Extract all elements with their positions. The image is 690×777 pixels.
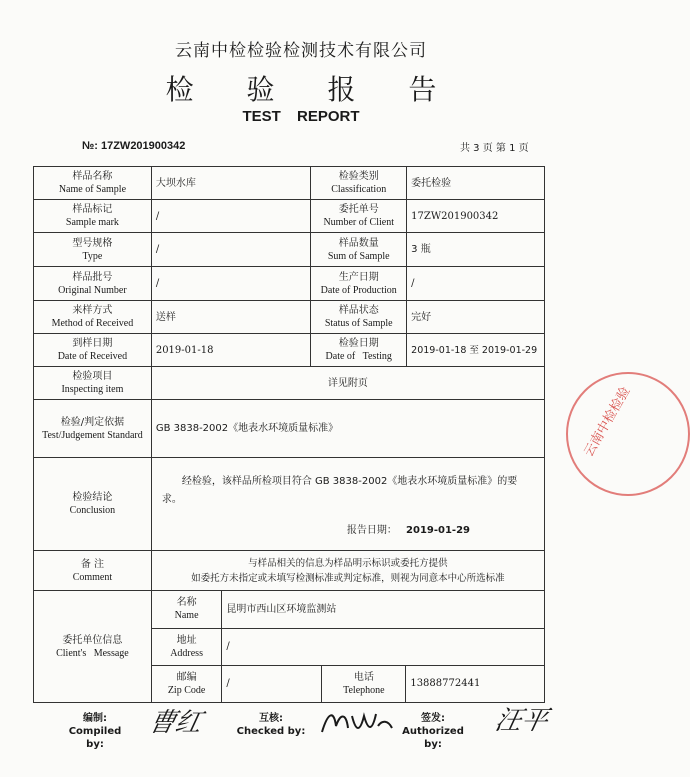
row-type: [34, 233, 545, 267]
value-inspecting-item: 详见附页: [151, 367, 544, 400]
page-info: 共 3 页 第 1 页: [460, 143, 529, 154]
value-sample-mark: /: [151, 200, 310, 233]
row-inspecting-item: [34, 367, 545, 400]
value-original-number: /: [151, 267, 310, 301]
label-client-number: 委托单号 Number of Client: [311, 200, 407, 233]
label-client-zip: 邮编 Zip Code: [152, 665, 222, 702]
label-original-number: 样品批号 Original Number: [34, 267, 152, 301]
report-table: [33, 166, 545, 703]
conclusion-cell: [151, 458, 544, 551]
label-method-received: 来样方式 Method of Received: [34, 301, 152, 334]
label-type: 型号规格 Type: [34, 233, 152, 267]
label-date-received: 到样日期 Date of Received: [34, 334, 152, 367]
value-client-number: 17ZW201900342: [407, 200, 545, 233]
label-sample-name: 样品名称 Name of Sample: [34, 167, 152, 200]
row-client-info: [34, 591, 545, 703]
value-type: /: [151, 233, 310, 267]
value-standard: GB 3838-2002《地表水环境质量标准》: [151, 400, 544, 458]
report-number: №: 17ZW201900342: [82, 140, 186, 152]
row-date-received: [34, 334, 545, 367]
comment-line-2: 如委托方未指定或未填写检测标准或判定标准，则视为同意本中心所选标准: [191, 572, 505, 584]
label-date-testing: 检验日期 Date of Testing: [311, 334, 407, 367]
client-info-cell: [151, 591, 544, 703]
label-standard: 检验/判定依据 Test/Judgement Standard: [34, 400, 152, 458]
label-status-sample: 样品状态 Status of Sample: [311, 301, 407, 334]
report-date-value: 2019-01-29: [406, 524, 470, 536]
row-conclusion: [34, 458, 545, 551]
value-date-production: /: [407, 267, 545, 301]
label-classification: 检验类别 Classification: [311, 167, 407, 200]
seal-text: 云南中检检验: [581, 384, 634, 460]
checked-signature: [316, 702, 396, 742]
comment-line-1: 与样品相关的信息为样品明示标识或委托方提供: [248, 557, 448, 569]
value-date-testing: 2019-01-18 至 2019-01-29: [407, 334, 545, 367]
row-sample-mark: [34, 200, 545, 233]
label-comment: 备 注 Comment: [34, 551, 152, 591]
row-sample-name: [34, 167, 545, 200]
row-comment: [34, 551, 545, 591]
row-standard: [34, 400, 545, 458]
report-date-line: [156, 521, 540, 536]
value-client-name: 昆明市西山区环境监测站: [222, 591, 544, 628]
report-title: 检 验 报 告: [165, 73, 459, 106]
compiled-label: 编制: Compiled by:: [68, 713, 122, 750]
label-client-info: 委托单位信息 Client's Message: [34, 591, 152, 703]
conclusion-text: 经检验，该样品所检项目符合 GB 3838-2002《地表水环境质量标准》的要求。: [161, 475, 518, 505]
comment-cell: [151, 551, 544, 591]
company-name: 云南中检检验检测技术有限公司: [175, 41, 427, 61]
report-subtitle: TEST REPORT: [242, 108, 360, 125]
label-sample-mark: 样品标记 Sample mark: [34, 200, 152, 233]
label-sum-sample: 样品数量 Sum of Sample: [311, 233, 407, 267]
value-method-received: 送样: [151, 301, 310, 334]
value-client-zip: /: [222, 665, 322, 702]
value-sample-name: 大坝水库: [151, 167, 310, 200]
row-method-received: [34, 301, 545, 334]
value-client-address: /: [222, 628, 544, 665]
label-client-phone: 电话 Telephone: [322, 665, 406, 702]
authorized-signature: 汪平: [492, 706, 551, 736]
label-client-name: 名称 Name: [152, 591, 222, 628]
row-original-number: [34, 267, 545, 301]
value-status-sample: 完好: [407, 301, 545, 334]
report-date-label: 报告日期：: [346, 524, 397, 536]
label-inspecting-item: 检验项目 Inspecting item: [34, 367, 152, 400]
client-subtable: [152, 591, 544, 702]
value-classification: 委托检验: [407, 167, 545, 200]
checked-label: 互核: Checked by:: [236, 713, 306, 737]
label-conclusion: 检验结论 Conclusion: [34, 458, 152, 551]
value-sum-sample: 3 瓶: [407, 233, 545, 267]
label-client-address: 地址 Address: [152, 628, 222, 665]
authorized-label: 签发: Authorized by:: [402, 713, 464, 750]
label-date-production: 生产日期 Date of Production: [311, 267, 407, 301]
value-client-phone: 13888772441: [410, 678, 481, 690]
value-date-received: 2019-01-18: [151, 334, 310, 367]
compiled-signature: 曹红: [146, 708, 205, 738]
